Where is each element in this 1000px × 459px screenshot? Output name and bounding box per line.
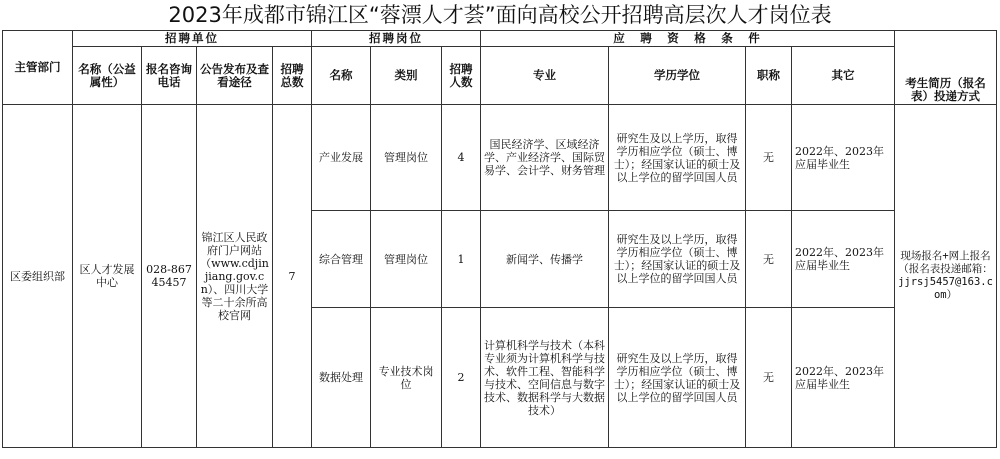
cell-major: 计算机科学与技术（本科专业须为计算机科学与技术、软件工程、智能科学与技术、空间信息与数字技术、数据科学与大数据技术） [481, 308, 609, 448]
header-post-type: 类别 [371, 47, 442, 105]
header-unit-notice: 公告发布及查看途径 [197, 47, 273, 105]
header-unit-total: 招聘总数 [273, 47, 312, 105]
header-post-group: 招聘岗位 [312, 31, 481, 47]
header-unit-phone: 报名咨询电话 [142, 47, 197, 105]
cell-post-type: 专业技术岗位 [371, 308, 442, 448]
cell-post-name: 综合管理 [312, 211, 371, 308]
header-post-name: 名称 [312, 47, 371, 105]
cell-degree: 研究生及以上学历，取得学历相应学位（硕士、博士）；经国家认证的硕士及以上学位的留学回国人员 [609, 308, 746, 448]
cell-post-count: 1 [442, 211, 481, 308]
cell-post-type: 管理岗位 [371, 105, 442, 211]
cell-degree: 研究生及以上学历，取得学历相应学位（硕士、博士）；经国家认证的硕士及以上学位的留学回国人员 [609, 211, 746, 308]
cell-apply: 现场报名+网上报名（报名表投递邮箱：jjrsj5457@163.com） [895, 105, 997, 448]
cell-post-count: 2 [442, 308, 481, 448]
cell-title-rank: 无 [746, 211, 792, 308]
cell-major: 新闻学、传播学 [481, 211, 609, 308]
header-other: 其它 [792, 47, 895, 105]
job-table [2, 30, 997, 448]
cell-total: 7 [273, 105, 312, 448]
page-title: 2023年成都市锦江区“蓉漂人才荟”面向高校公开招聘高层次人才岗位表 [168, 3, 832, 27]
header-unit-group: 招聘单位 [73, 31, 312, 47]
cell-other: 2022年、2023年应届毕业生 [792, 211, 895, 308]
header-post-count: 招聘人数 [442, 47, 481, 105]
header-title-rank: 职称 [746, 47, 792, 105]
header-major: 专业 [481, 47, 609, 105]
cell-title-rank: 无 [746, 105, 792, 211]
table-row [3, 105, 997, 211]
cell-dept: 区委组织部 [3, 105, 73, 448]
cell-notice: 锦江区人民政府门户网站（www.cdjinjiang.gov.cn）、四川大学等二十余所高校官网 [197, 105, 273, 448]
header-dept: 主管部门 [3, 31, 73, 105]
cell-other: 2022年、2023年应届毕业生 [792, 105, 895, 211]
cell-title-rank: 无 [746, 308, 792, 448]
cell-post-type: 管理岗位 [371, 211, 442, 308]
cell-degree: 研究生及以上学历，取得学历相应学位（硕士、博士）；经国家认证的硕士及以上学位的留学回国人员 [609, 105, 746, 211]
header-requirements-group: 应 聘 资 格 条 件 [481, 31, 895, 47]
cell-phone: 028-86745457 [142, 105, 197, 448]
cell-unit-name: 区人才发展中心 [73, 105, 142, 448]
cell-other: 2022年、2023年应届毕业生 [792, 308, 895, 448]
cell-major: 国民经济学、区域经济学、产业经济学、国际贸易学、会计学、财务管理 [481, 105, 609, 211]
header-degree: 学历学位 [609, 47, 746, 105]
header-unit-name: 名称（公益属性） [73, 47, 142, 105]
header-apply: 考生简历（报名表）投递方式 [895, 31, 997, 105]
cell-post-name: 产业发展 [312, 105, 371, 211]
cell-post-count: 4 [442, 105, 481, 211]
cell-post-name: 数据处理 [312, 308, 371, 448]
